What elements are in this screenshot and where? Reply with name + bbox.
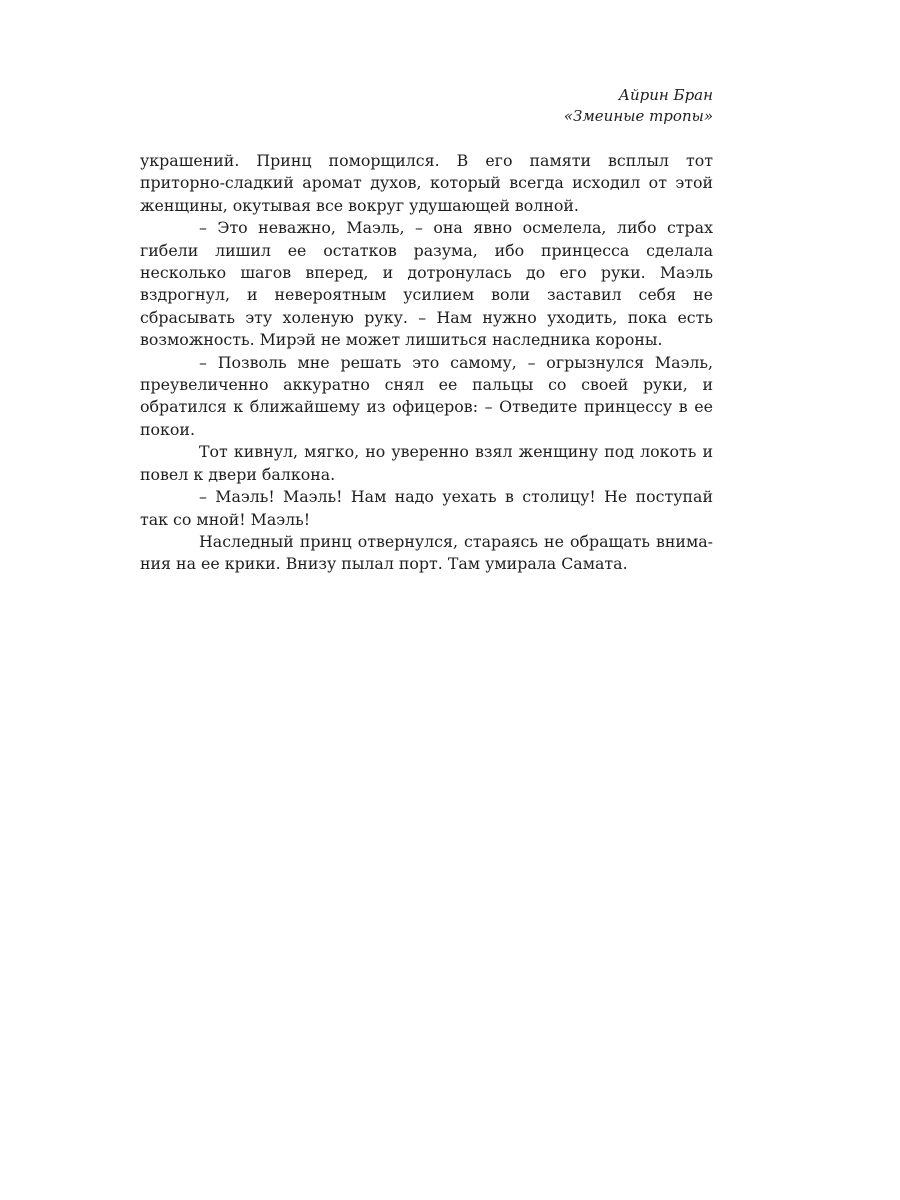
header-author: Айрин Бран xyxy=(618,86,713,104)
paragraph-3: – Позволь мне решать это самому, – огрызнулся Маэль, преувеличенно аккуратно снял ее пальцы со своей руки, и обратился к ближайшему из офицеров: – Отведите принцессу в ее покои. xyxy=(140,352,713,439)
paragraph-1: украшений. Принц поморщился. В его памяти всплыл тот приторно-сладкий аромат духов, который всегда исходил от этой женщины, окутывая все вокруг удушающей волной. xyxy=(140,151,713,215)
running-header xyxy=(140,85,713,127)
body-text xyxy=(140,150,713,576)
paragraph-6: Наследный принц отвернулся, стараясь не обращать внимания на ее крики. Внизу пылал порт. Там умирала Самата. xyxy=(140,531,713,574)
header-book-title: «Змеиные тропы» xyxy=(563,107,713,125)
paragraph-5: – Маэль! Маэль! Нам надо уехать в столицу! Не поступай так со мной! Маэль! xyxy=(140,487,713,529)
paragraph-2: – Это неважно, Маэль, – она явно осмелела, либо страх гибели лишил ее остатков разума, ибо принцесса сделала несколько шагов вперед, и дотронулась до его руки. Маэль вздрогнул, и невероятным усилием воли заставил себя не сбрасывать эту холеную руку. – Нам нужно уходить, пока есть возможность. Мирэй не может лишиться наследника короны. xyxy=(140,218,713,350)
paragraph-4: Тот кивнул, мягко, но уверенно взял женщину под локоть и повел к двери балкона. xyxy=(140,442,713,484)
book-page xyxy=(140,85,713,576)
